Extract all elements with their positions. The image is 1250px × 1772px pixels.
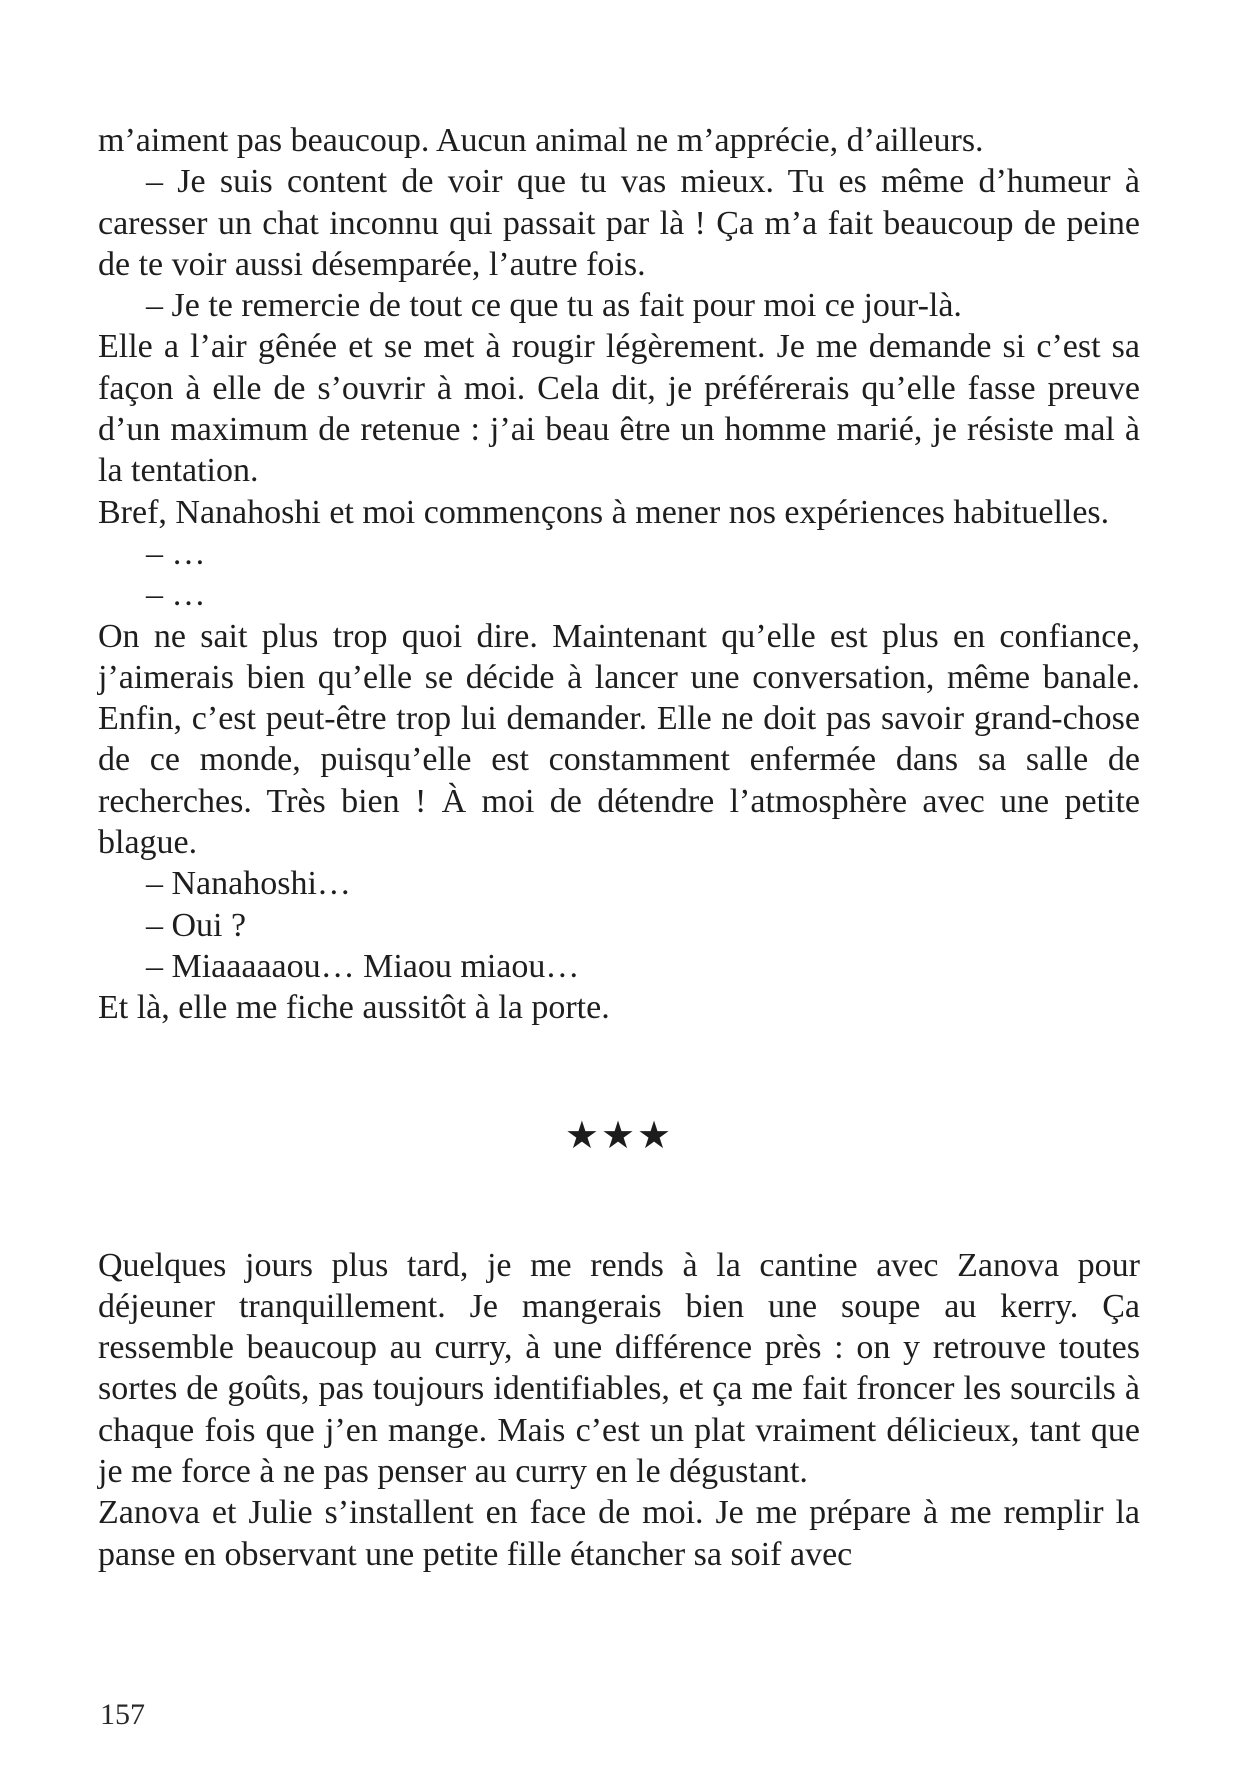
text-section-before-separator [98,120,1140,1029]
paragraph-narrative: m’aiment pas beaucoup. Aucun animal ne m’apprécie, d’ailleurs. [98,122,984,159]
text-section-after-separator [98,1245,1140,1575]
paragraph-dialogue: – Miaaaaaou… Miaou miaou… [146,947,580,985]
section-separator [98,1114,1140,1158]
paragraph-narrative: Zanova et Julie s’installent en face de moi. Je me prépare à me remplir la panse en observant une petite fille étancher sa soif avec [98,1494,1140,1573]
page-number: 157 [100,1698,145,1731]
paragraph-narrative: Bref, Nanahoshi et moi commençons à mener nos expériences habituelles. [98,493,1110,531]
paragraph-dialogue: – … [146,576,206,614]
paragraph-dialogue: – Nanahoshi… [146,865,351,903]
paragraph-narrative: On ne sait plus trop quoi dire. Maintenant qu’elle est plus en confiance, j’aimerais bien qu’elle se décide à lancer une conversation, même banale. Enfin, c’est peut-être trop lui demander. Elle ne doit pas savoir grand-chose de ce monde, puisqu’elle est constamment enfermée dans sa salle de recherches. Très bien ! À moi de détendre l’atmosphère avec une petite blague. [98,617,1140,862]
paragraph-dialogue: – Je te remercie de tout ce que tu as fait pour moi ce jour-là. [146,287,962,325]
stars-separator-icon: ★★★ [564,1114,674,1157]
paragraph-dialogue: – Je suis content de voir que tu vas mieux. Tu es même d’humeur à caresser un chat inconnu qui passait par là ! Ça m’a fait beaucoup de peine de te voir aussi désemparée, l’autre fois. [98,163,1140,283]
paragraph-dialogue: – … [146,534,206,572]
paragraph-narrative: Et là, elle me fiche aussitôt à la porte. [98,989,610,1027]
paragraph-narrative: Quelques jours plus tard, je me rends à la cantine avec Zanova pour déjeuner tranquillement. Je mangerais bien une soupe au kerry. Ça ressemble beaucoup au curry, à une différence près : on y retrouve toutes sortes de goûts, pas toujours identifiables, et ça me fait froncer les sourcils à chaque fois que j’en mange. Mais c’est un plat vraiment délicieux, tant que je me force à ne pas penser au curry en le dégustant. [98,1246,1140,1491]
paragraph-narrative: Elle a l’air gênée et se met à rougir légèrement. Je me demande si c’est sa façon à elle de s’ouvrir à moi. Cela dit, je préférerais qu’elle fasse preuve d’un maximum de retenue : j’ai beau être un homme marié, je résiste mal à la tentation. [98,328,1140,490]
page-text [98,120,1140,1575]
paragraph-dialogue: – Oui ? [146,906,247,944]
